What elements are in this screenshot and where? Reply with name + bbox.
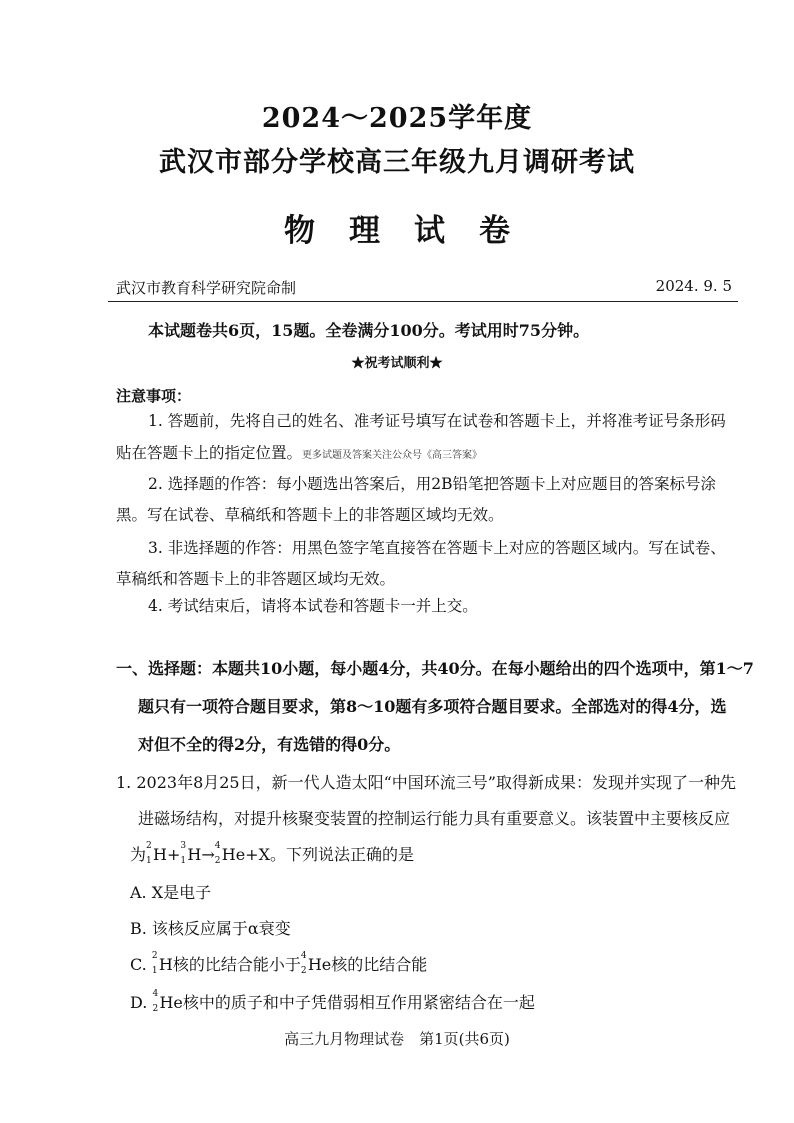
notice-item-1-text: 贴在答题卡上的指定位置。 <box>116 444 303 462</box>
nuclide-mass-number: 4 <box>300 951 307 961</box>
header-divider <box>108 301 738 302</box>
nuclide-helium <box>300 951 332 976</box>
option-a: A. X是电子 <box>130 883 212 902</box>
question-1-line-1: 1. 2023年8月25日，新一代人造太阳“中国环流三号”取得新成果：发现并实现了一种先 <box>116 773 736 792</box>
nuclide-symbol: He <box>221 845 246 864</box>
option-d-text: 核中的质子和中子凭借弱相互作用紧密结合在一起 <box>182 993 535 1012</box>
notice-heading: 注意事项： <box>116 387 192 405</box>
notice-item-1-line-2 <box>116 446 482 462</box>
nuclide-symbol: H <box>158 955 173 974</box>
option-d-label: D. <box>130 993 148 1012</box>
notice-item-4: 4. 考试结束后，请将本试卷和答题卡一并上交。 <box>148 597 478 615</box>
nuclide-mass-number: 4 <box>152 989 159 999</box>
nuclide-symbol: H <box>153 845 167 864</box>
nuclide-mass-number: 3 <box>180 841 187 851</box>
exam-date: 2024. 9. 5 <box>655 277 732 295</box>
plus-sign: + <box>166 845 181 864</box>
nuclide-mass-number: 2 <box>146 841 152 851</box>
section-1-heading-line-3: 对但不全的得2分，有选错的得0分。 <box>138 735 401 754</box>
option-d <box>130 990 535 1013</box>
exam-intro: 本试题卷共6页，15题。全卷满分100分。考试用时75分钟。 <box>148 321 590 340</box>
exam-title: 武汉市部分学校高三年级九月调研考试 <box>159 147 635 178</box>
notice-item-2-line-2: 黑。写在试卷、草稿纸和答题卡上的非答题区域均无效。 <box>116 506 504 524</box>
nuclide-symbol: He <box>159 993 183 1012</box>
good-luck-line: ★祝考试顺利★ <box>351 356 443 371</box>
nuclide-mass-number: 4 <box>214 841 221 851</box>
nuclide-charge-number: 2 <box>152 1004 159 1014</box>
nuclide-deuterium <box>146 841 167 866</box>
nuclide-charge-number: 1 <box>151 966 158 976</box>
nuclide-charge-number: 2 <box>300 966 307 976</box>
nuclide-tritium <box>180 841 202 866</box>
reaction-arrow: → <box>201 845 215 864</box>
section-1-heading-line-2: 题只有一项符合题目要求，第8～10题有多项符合题目要求。全部选对的得4分，选 <box>138 697 727 716</box>
question-1-prefix: 为 <box>130 845 147 864</box>
option-c-text: 核的比结合能小于 <box>172 955 301 974</box>
nuclide-deuterium <box>151 951 173 976</box>
question-1-stem-end: 下列说法正确的是 <box>285 845 414 864</box>
watermark-text: 更多试题及答案关注公众号《高三答案》 <box>302 450 483 461</box>
section-1-heading-line-1: 一、选择题：本题共10小题，每小题4分，共40分。在每小题给出的四个选项中，第1～7 <box>116 659 754 678</box>
academic-year-title: 2024～2025学年度 <box>261 103 533 134</box>
nuclide-helium <box>152 989 183 1014</box>
page-footer: 高三九月物理试卷 第1页(共6页) <box>284 1030 510 1048</box>
nuclide-symbol: He <box>307 955 332 974</box>
nuclide-charge-number: 1 <box>180 856 187 866</box>
question-1-line-2: 进磁场结构，对提升核聚变装置的控制运行能力具有重要意义。该装置中主要核反应 <box>138 809 731 828</box>
nuclide-charge-number: 1 <box>146 856 152 866</box>
issuer-label: 武汉市教育科学研究院命制 <box>116 279 297 297</box>
subject-title: 物理试卷 <box>284 213 544 249</box>
option-c-text-end: 核的比结合能 <box>331 955 428 974</box>
nuclide-mass-number: 2 <box>151 951 158 961</box>
reaction-tail: +X。 <box>245 845 286 864</box>
nuclide-charge-number: 2 <box>214 856 221 866</box>
nuclide-helium <box>214 841 246 866</box>
option-b: B. 该核反应属于α衰变 <box>130 919 291 938</box>
notice-item-3-line-1: 3. 非选择题的作答：用黑色签字笔直接答在答题卡上对应的答题区域内。写在试卷、 <box>148 539 726 557</box>
option-c-label: C. <box>130 955 147 974</box>
notice-item-3-line-2: 草稿纸和答题卡上的非答题区域均无效。 <box>116 570 396 588</box>
notice-item-1-line-1: 1. 答题前，先将自己的姓名、准考证号填写在试卷和答题卡上，并将准考证号条形码 <box>148 412 726 430</box>
notice-item-2-line-1: 2. 选择题的作答：每小题选出答案后，用2B铅笔把答题卡上对应题目的答案标号涂 <box>148 475 716 493</box>
question-1-line-3 <box>130 842 414 865</box>
option-c <box>130 952 427 975</box>
nuclide-symbol: H <box>187 845 202 864</box>
